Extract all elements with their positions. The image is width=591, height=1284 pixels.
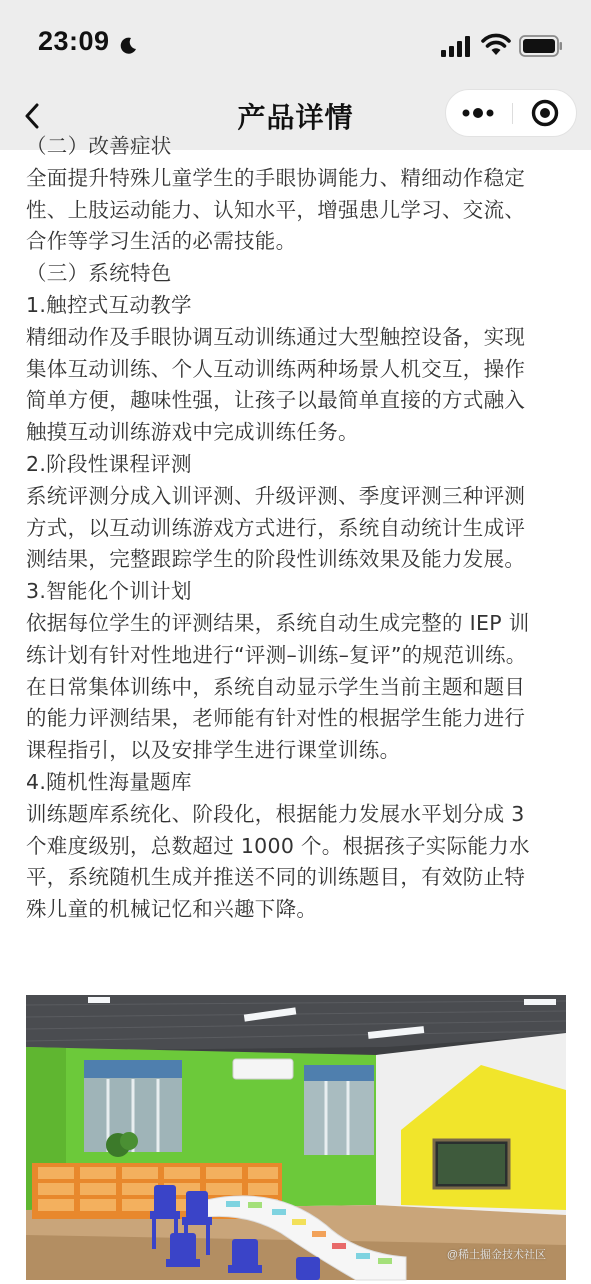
subsection-heading: 1.触控式互动教学: [26, 292, 192, 317]
paragraph-line: 殊儿童的机械记忆和兴趣下降。: [26, 897, 318, 922]
paragraph-line: 的能力评测结果，老师能有针对性的根据学生能力进行: [26, 706, 526, 731]
paragraph-line: 简单方便，趣味性强，让孩子以最简单直接的方式融入: [26, 388, 526, 413]
paragraph-line: 练计划有针对性地进行“评测–训练–复评”的规范训练。: [26, 642, 527, 667]
paragraph-line: 在日常集体训练中，系统自动显示学生当前主题和题目: [26, 674, 526, 699]
section-heading: （三）系统特色: [26, 261, 172, 286]
classroom-photo: [26, 995, 566, 1280]
page-title: 产品详情: [237, 101, 354, 134]
section-heading: （二）改善症状: [26, 134, 172, 158]
paragraph-line: 个难度级别，总数超过 1000 个。根据孩子实际能力水: [26, 833, 530, 858]
subsection-heading: 2.阶段性课程评测: [26, 451, 192, 476]
article-text: [26, 131, 571, 926]
more-button[interactable]: [446, 90, 510, 136]
paragraph-line: 平，系统随机生成并推送不同的训练题目，有效防止特: [26, 865, 526, 890]
signal-icon: [441, 35, 473, 57]
capsule-divider: [512, 103, 513, 124]
paragraph-line: 系统评测分成入训评测、升级评测、季度评测三种评测: [26, 483, 526, 508]
paragraph-line: 课程指引，以及安排学生进行课堂训练。: [26, 738, 401, 763]
paragraph-line: 依据每位学生的评测结果，系统自动生成完整的 IEP 训: [26, 610, 530, 635]
subsection-heading: 4.随机性海量题库: [26, 769, 192, 794]
paragraph-line: 方式，以互动训练游戏方式进行，系统自动统计生成评: [26, 515, 526, 540]
battery-icon: [519, 35, 563, 57]
status-time: 23:09: [38, 26, 110, 56]
status-bar: [0, 0, 591, 88]
mini-program-capsule: [445, 89, 577, 137]
paragraph-line: 训练题库系统化、阶段化，根据能力发展水平划分成 3: [26, 801, 525, 826]
wifi-icon: [481, 33, 511, 57]
classroom-illustration: [26, 995, 566, 1280]
paragraph-line: 合作等学习生活的必需技能。: [26, 229, 297, 254]
paragraph-line: 全面提升特殊儿童学生的手眼协调能力、精细动作稳定: [26, 165, 526, 190]
paragraph-line: 集体互动训练、个人互动训练两种场景人机交互，操作: [26, 356, 526, 381]
photo-watermark: @稀土掘金技术社区: [446, 1249, 546, 1261]
paragraph-line: 触摸互动训练游戏中完成训练任务。: [26, 420, 359, 445]
paragraph-line: 测结果，完整跟踪学生的阶段性训练效果及能力发展。: [26, 547, 526, 572]
product-detail-article[interactable]: [0, 134, 591, 1280]
more-dots-icon: [461, 108, 495, 118]
paragraph-line: 性、上肢运动能力、认知水平，增强患儿学习、交流、: [26, 197, 526, 222]
paragraph-line: 精细动作及手眼协调互动训练通过大型触控设备，实现: [26, 324, 526, 349]
close-mini-program-button[interactable]: [514, 90, 576, 136]
moon-icon: [118, 36, 138, 56]
target-circle-icon: [530, 98, 560, 128]
subsection-heading: 3.智能化个训计划: [26, 579, 192, 604]
